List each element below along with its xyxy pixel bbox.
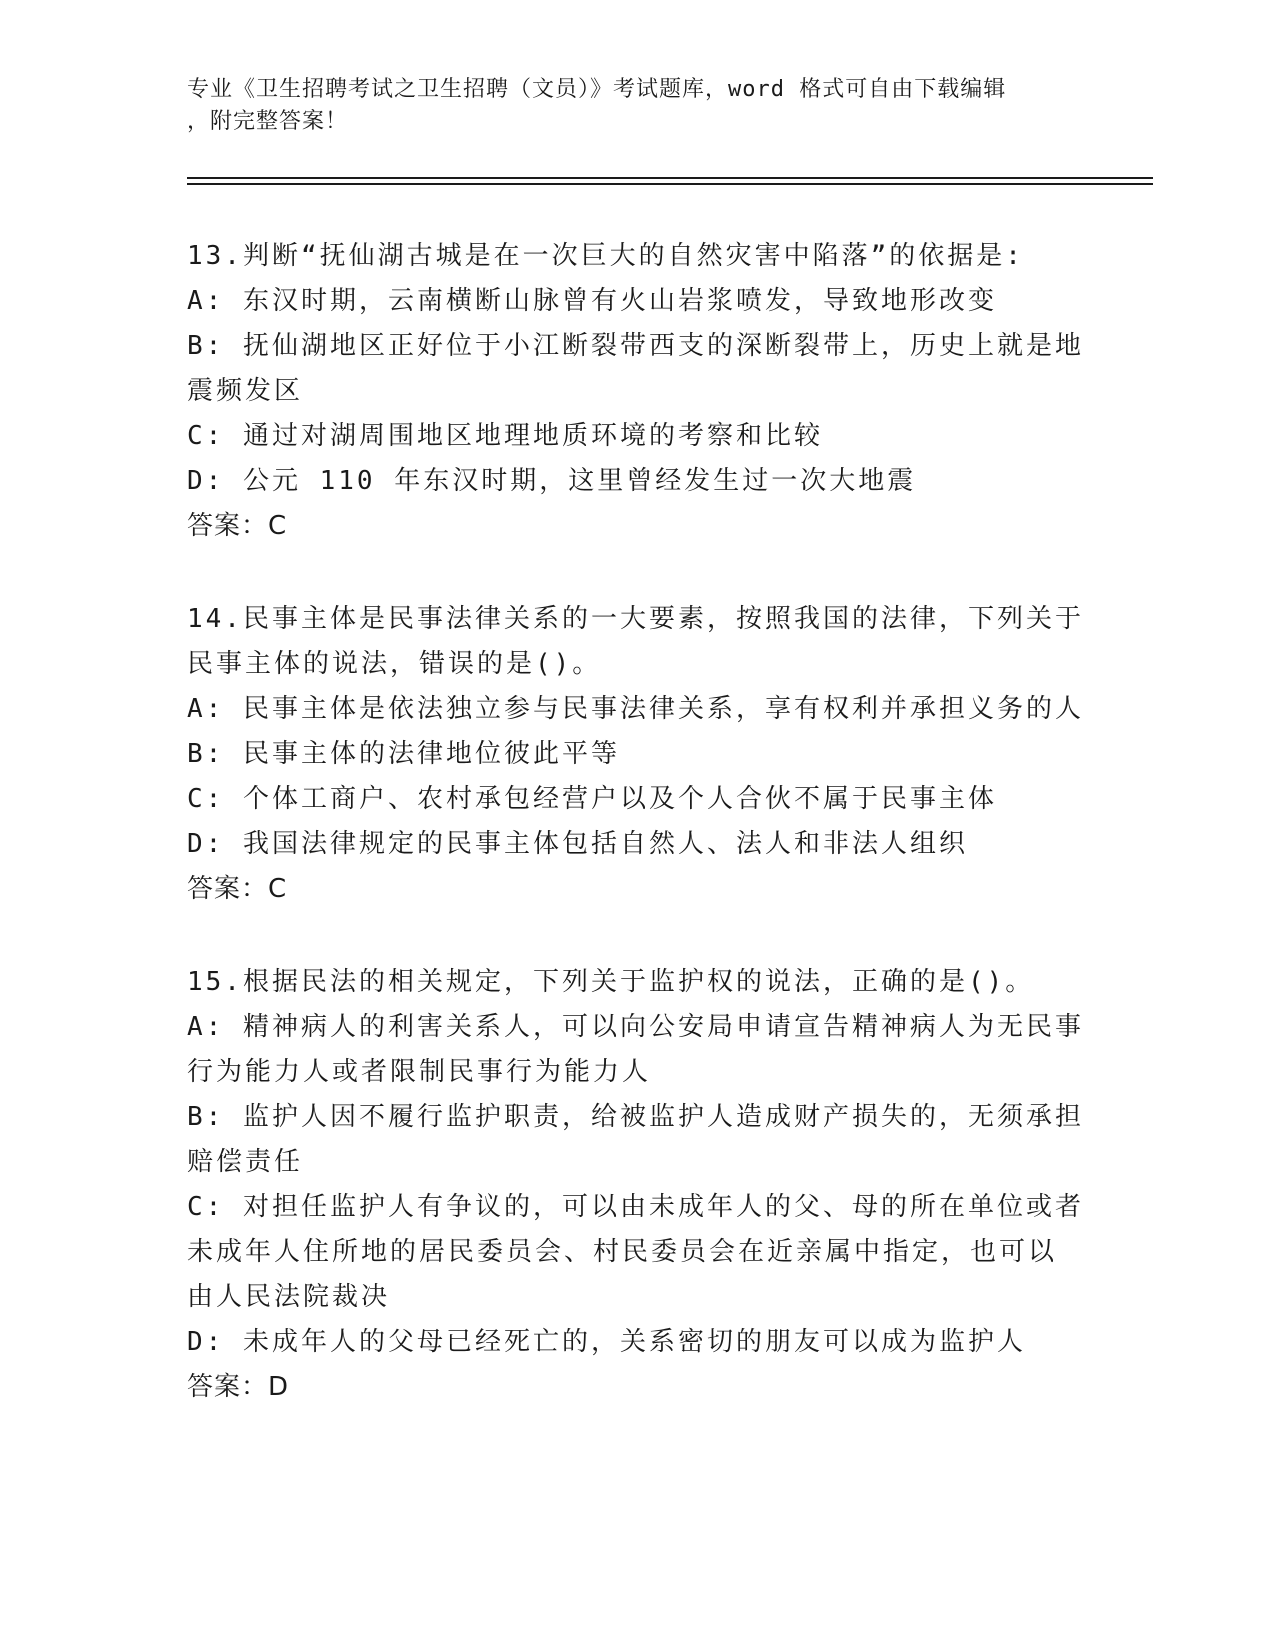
answer-label: 答案：D	[187, 1372, 290, 1402]
option-a-continued: 行为能力人或者限制民事行为能力人	[187, 1057, 652, 1087]
answer-label: 答案：C	[187, 511, 288, 541]
option-b: B: 民事主体的法律地位彼此平等	[187, 739, 620, 769]
question-13	[187, 234, 1087, 549]
option-c: C: 通过对湖周围地区地理地质环境的考察和比较	[187, 421, 823, 451]
question-stem: 14.民事主体是民事法律关系的一大要素，按照我国的法律，下列关于	[187, 604, 1084, 634]
question-stem-continued: 民事主体的说法，错误的是()。	[187, 649, 602, 679]
option-a: A: 精神病人的利害关系人，可以向公安局申请宣告精神病人为无民事	[187, 1012, 1084, 1042]
header-note-line: ，附完整答案！	[187, 109, 349, 134]
header-note	[187, 74, 1087, 138]
option-d: D: 未成年人的父母已经死亡的，关系密切的朋友可以成为监护人	[187, 1327, 1026, 1357]
option-c: C: 对担任监护人有争议的，可以由未成年人的父、母的所在单位或者	[187, 1192, 1084, 1222]
option-a: A: 民事主体是依法独立参与民事法律关系，享有权利并承担义务的人	[187, 694, 1084, 724]
option-b: B: 抚仙湖地区正好位于小江断裂带西支的深断裂带上，历史上就是地	[187, 331, 1084, 361]
option-c-continued: 由人民法院裁决	[187, 1282, 391, 1312]
option-d: D: 公元 110 年东汉时期，这里曾经发生过一次大地震	[187, 466, 917, 496]
option-c: C: 个体工商户、农村承包经营户以及个人合伙不属于民事主体	[187, 784, 997, 814]
option-c-continued: 未成年人住所地的居民委员会、村民委员会在近亲属中指定，也可以	[187, 1237, 1058, 1267]
question-14	[187, 597, 1087, 912]
header-note-line: 专业《卫生招聘考试之卫生招聘（文员）》考试题库，word 格式可自由下载编辑	[187, 77, 1007, 102]
question-stem: 13.判断“抚仙湖古城是在一次巨大的自然灾害中陷落”的依据是:	[187, 241, 1024, 271]
option-b-continued: 震频发区	[187, 376, 304, 406]
header-divider	[187, 183, 1153, 185]
question-15	[187, 960, 1087, 1410]
option-a: A: 东汉时期，云南横断山脉曾有火山岩浆喷发，导致地形改变	[187, 286, 997, 316]
option-b: B: 监护人因不履行监护职责，给被监护人造成财产损失的，无须承担	[187, 1102, 1084, 1132]
question-stem: 15.根据民法的相关规定，下列关于监护权的说法，正确的是()。	[187, 967, 1035, 997]
option-d: D: 我国法律规定的民事主体包括自然人、法人和非法人组织	[187, 829, 968, 859]
answer-label: 答案：C	[187, 874, 288, 904]
header-divider	[187, 177, 1153, 179]
option-b-continued: 赔偿责任	[187, 1147, 304, 1177]
